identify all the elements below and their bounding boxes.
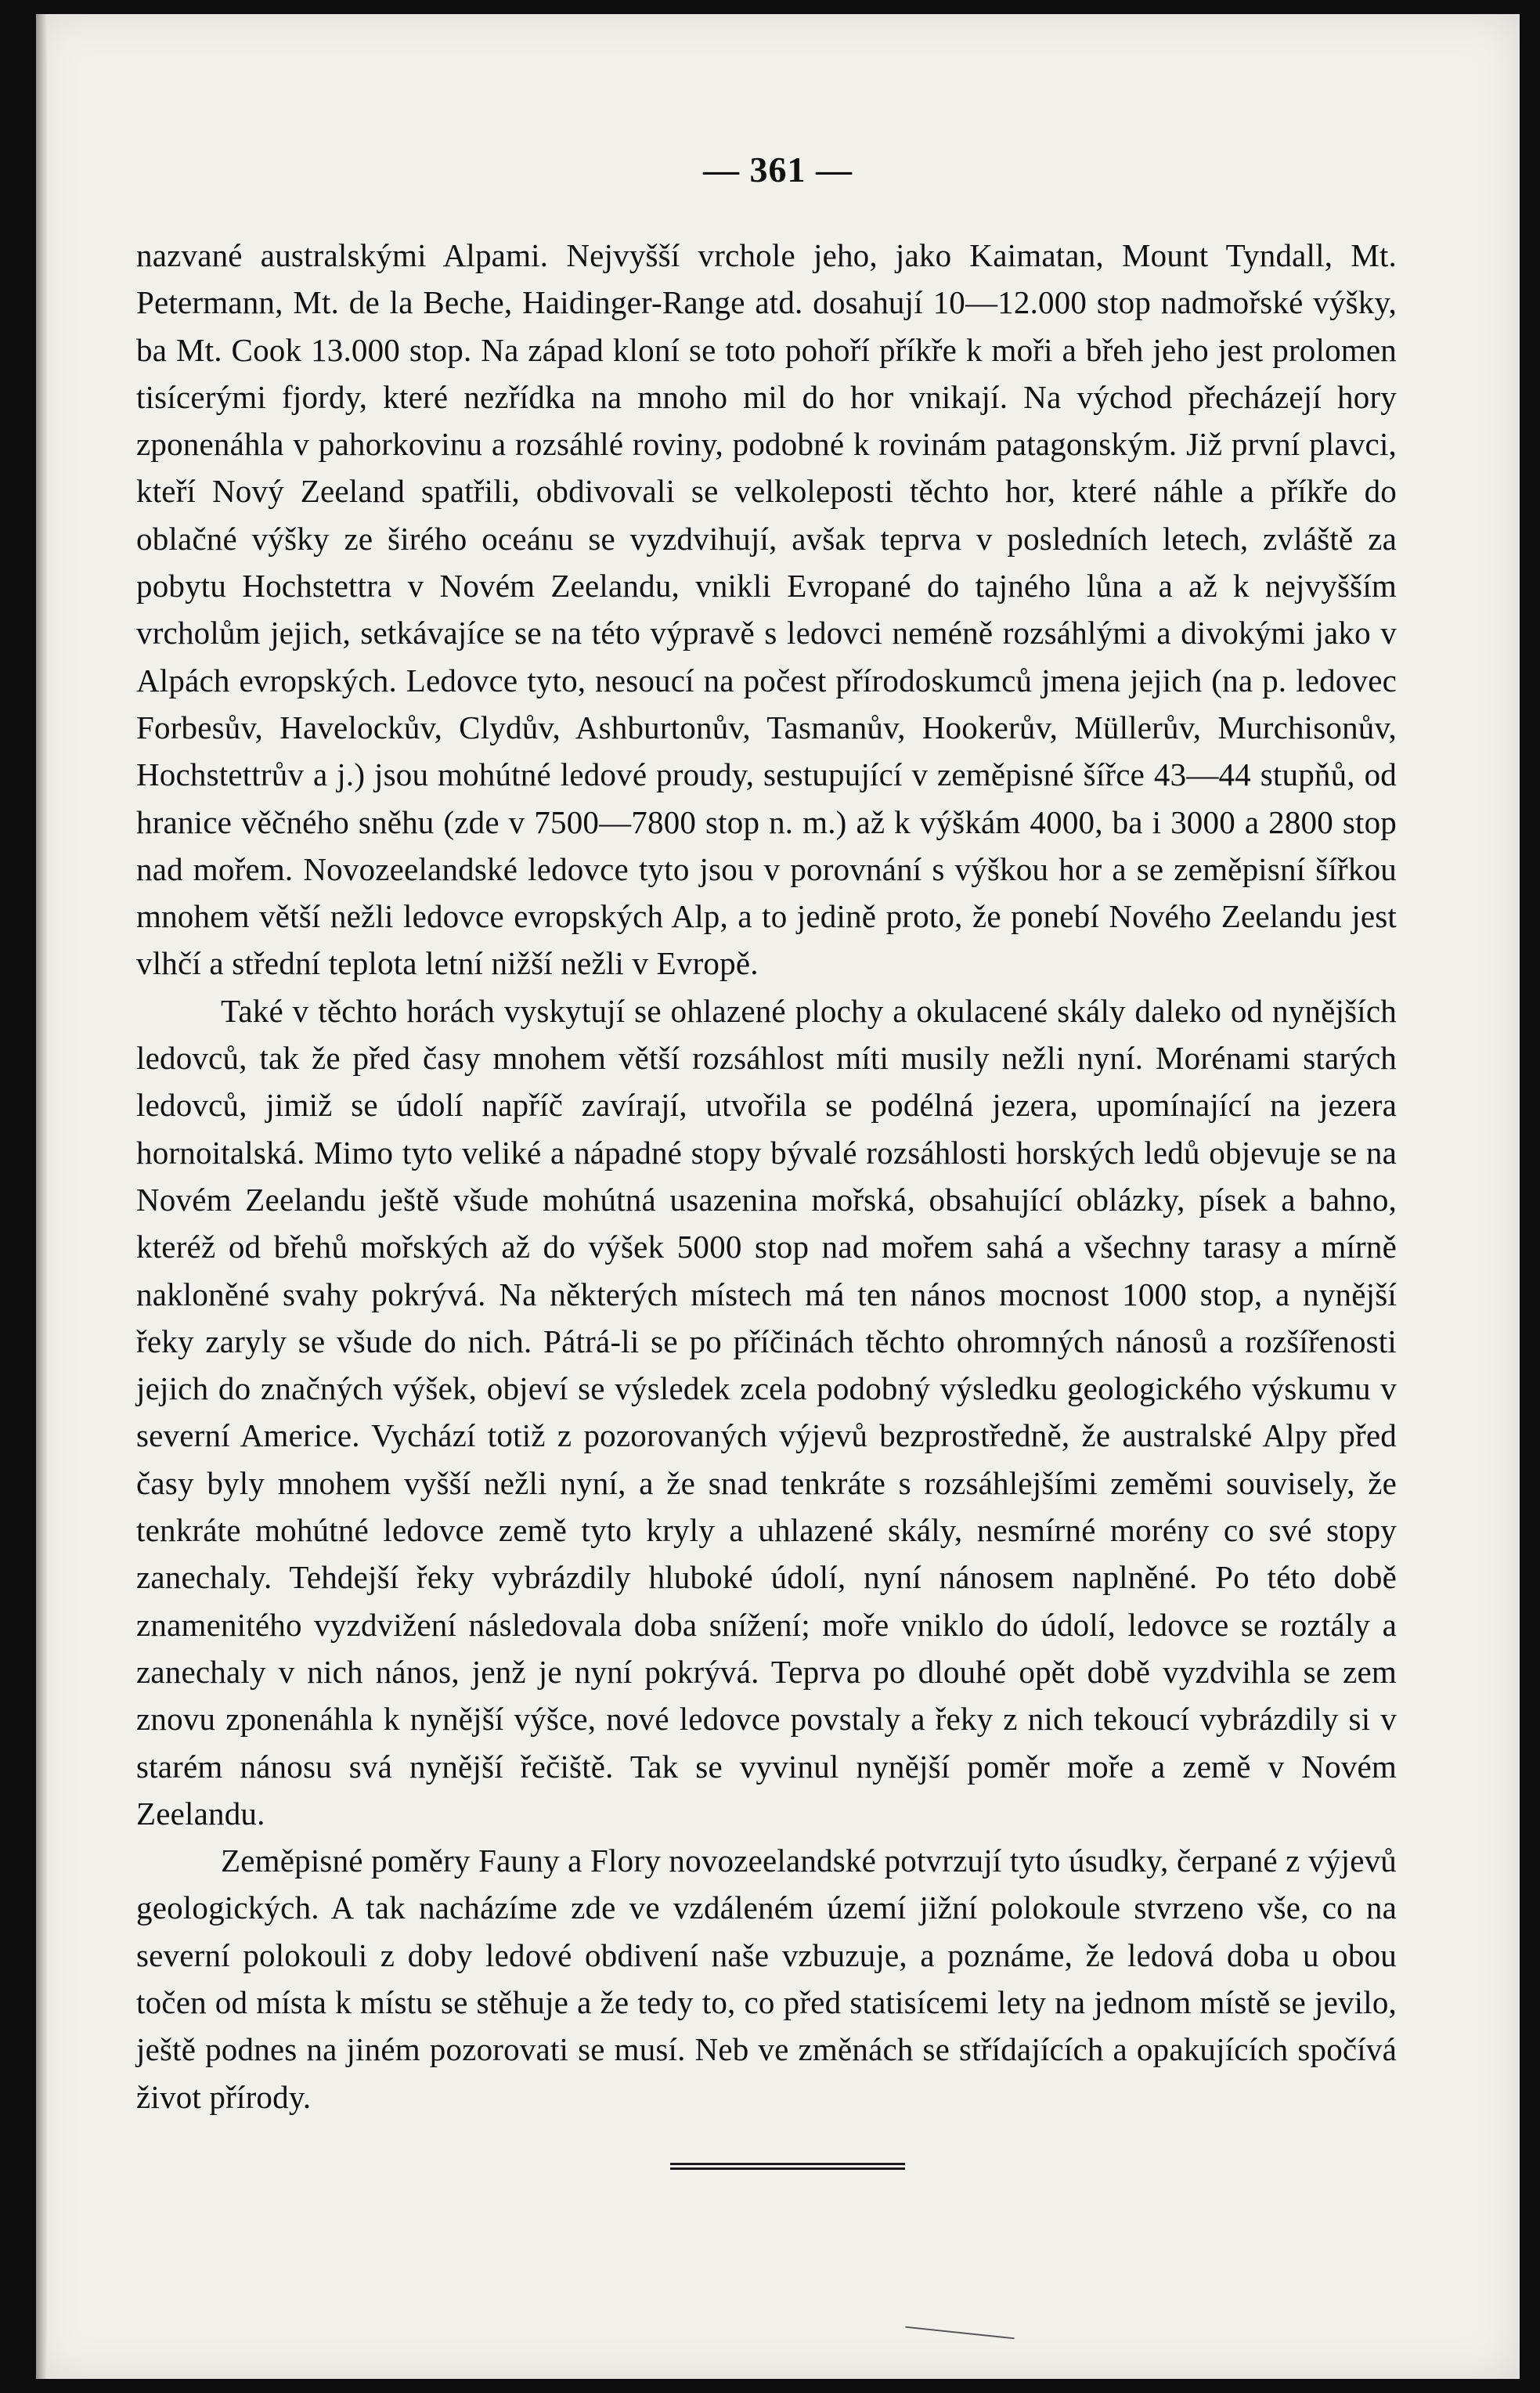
paragraph-2: Také v těchto horách vyskytují se ohlazené plochy a okulacené skály daleko od nynějších ledovců, tak že před časy mnohem větší rozsáhlost míti musily nežli nyní. Morénami starých ledovců, jimiž se údolí napříč zavírají, utvořila se podélná jezera, upomínající na jezera hornoitalská. Mimo tyto veliké a nápadné stopy bývalé rozsáhlosti horských ledů objevuje se na Novém Zeelandu ještě všude mohútná usazenina mořská, obsahující oblázky, písek a bahno, kteréž od břehů mořských až do výšek 5000 stop nad mořem sahá a všechny tarasy a mírně nakloněné svahy pokrývá. Na některých místech má ten nános mocnost 1000 stop, a nynější řeky zaryly se všude do nich. Pátrá-li se po příčinách těchto ohromných nánosů a rozšířenosti jejich do značných výšek, objeví se výsledek zcela podobný výsledku geologického výskumu v severní Americe. Vychází totiž z pozorovaných výjevů bezprostředně, že australské Alpy před časy byly mnohem vyšší nežli nyní, a že snad tenkráte s rozsáhlejšími zeměmi souvisely, že tenkráte mohútné ledovce země tyto kryly a uhlazené skály, nesmírné morény co své stopy zanechaly. Tehdejší řeky vybrázdily hluboké údolí, nyní nánosem naplněné. Po této době znamenitého vyzdvižení následovala doba snížení; moře vniklo do údolí, ledovce se roztály a zanechaly v nich nános, jenž je nyní pokrývá. Teprva po dlouhé opět době vyzdvihla se zem znovu zponenáhla k nynější výšce, nové ledovce povstaly a řeky z nich tekoucí vybrázdily si v starém nánosu svá nynější řečiště. Tak se vyvinul nynější poměr moře a země v Novém Zeelandu.: [136, 992, 1397, 1832]
page-spine-shadow: [36, 14, 47, 2379]
section-end-rule: [670, 2163, 905, 2170]
book-page: [36, 14, 1520, 2379]
paragraph-1: nazvané australskými Alpami. Nejvyšší vrchole jeho, jako Kaimatan, Mount Tyndall, Mt. Petermann, Mt. de la Beche, Haidinger-Range atd. dosahují 10—12.000 stop nadmořské výšky, ba Mt. Cook 13.000 stop. Na západ kloní se toto pohoří příkře k moři a břeh jeho jest prolomen tisícerými fjordy, které nezřídka na mnoho mil do hor vnikají. Na východ přecházejí hory zponenáhla v pahorkovinu a rozsáhlé roviny, podobné k rovinám patagonským. Již první plavci, kteří Nový Zeeland spatřili, obdivovali se velkoleposti těchto hor, které náhle a příkře do oblačné výšky ze širého oceánu se vyzdvihují, avšak teprva v posledních letech, zvláště za pobytu Hochstettra v Novém Zeelandu, vnikli Evropané do tajného lůna a až k nejvyšším vrcholům jejich, setkávajíce se na této výpravě s ledovci neméně rozsáhlými a divokými jako v Alpách evropských. Ledovce tyto, nesoucí na počest přírodoskumců jmena jejich (na p. ledovec Forbesův, Havelockův, Clydův, Ashburtonův, Tasmanův, Hookerův, Müllerův, Murchisonův, Hochstettrův a j.) jsou mohútné ledové proudy, sestupující v zeměpisné šířce 43—44 stupňů, od hranice věčného sněhu (zde v 7500—7800 stop n. m.) až k výškám 4000, ba i 3000 a 2800 stop nad mořem. Novozeelandské ledovce tyto jsou v porovnání s výškou hor a se zeměpisní šířkou mnohem větší nežli ledovce evropských Alp, a to jedině proto, že ponebí Nového Zeelandu jest vlhčí a střední teplota letní nižší nežli v Evropě.: [136, 237, 1397, 982]
print-mark: [905, 2326, 1014, 2340]
body-text: [136, 232, 1397, 2120]
page-number: — 361 —: [703, 150, 853, 189]
paragraph-3: Zeměpisné poměry Fauny a Flory novozeelandské potvrzují tyto úsudky, čerpané z výjevů geologických. A tak nacházíme zde ve vzdáleném území jižní polokoule stvrzeno vše, co na severní polokouli z doby ledové obdivení naše vzbuzuje, a poznáme, že ledová doba u obou točen od místa k místu se stěhuje a že tedy to, co před statisícemi lety na jednom místě se jevilo, ještě podnes na jiném pozorovati se musí. Neb ve změnách se střídajících a opakujících spočívá život přírody.: [136, 1843, 1397, 2115]
